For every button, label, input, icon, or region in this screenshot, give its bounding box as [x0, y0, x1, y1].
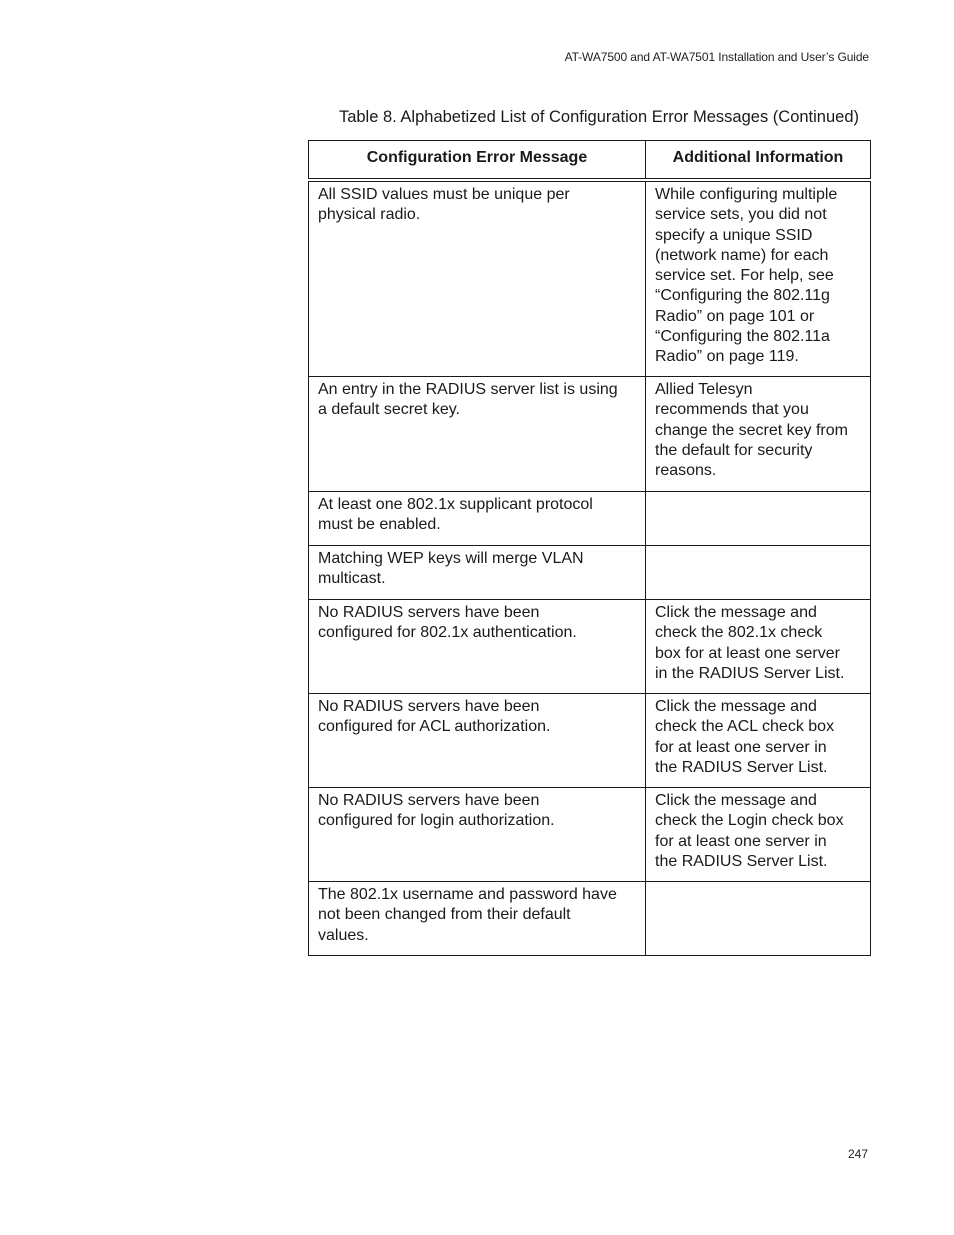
error-message-cell: At least one 802.1x supplicant protocol must be enabled.	[309, 492, 646, 546]
additional-info-cell: Click the message and check the Login check box for at least one server in the RADIUS Server List.	[646, 788, 871, 882]
table-row	[309, 600, 871, 694]
additional-info-cell	[646, 492, 871, 546]
error-message-cell: Matching WEP keys will merge VLAN multicast.	[309, 546, 646, 600]
error-message-cell: No RADIUS servers have been configured for login authorization.	[309, 788, 646, 882]
table-row	[309, 546, 871, 600]
table-row	[309, 492, 871, 546]
additional-info-cell: Click the message and check the 802.1x check box for at least one server in the RADIUS Server List.	[646, 600, 871, 694]
table-header-row	[309, 141, 871, 181]
error-messages-table	[308, 140, 871, 956]
running-header: AT-WA7500 and AT-WA7501 Installation and User’s Guide	[564, 50, 869, 64]
additional-info-cell	[646, 546, 871, 600]
error-message-cell: No RADIUS servers have been configured for ACL authorization.	[309, 694, 646, 788]
column-header-info: Additional Information	[646, 141, 871, 181]
error-message-cell: The 802.1x username and password have not been changed from their default values.	[309, 882, 646, 956]
table-row	[309, 694, 871, 788]
additional-info-cell: Allied Telesyn recommends that you change the secret key from the default for security reasons.	[646, 377, 871, 492]
additional-info-cell: Click the message and check the ACL check box for at least one server in the RADIUS Server List.	[646, 694, 871, 788]
table-caption: Table 8. Alphabetized List of Configuration Error Messages (Continued)	[338, 108, 859, 126]
additional-info-cell: While configuring multiple service sets, you did not specify a unique SSID (network name) for each service set. For help, see “Configuring the 802.11g Radio” on page 101 or “Configuring the 802.11a Radio” on page 119.	[646, 180, 871, 377]
table-row	[309, 377, 871, 492]
column-header-message: Configuration Error Message	[309, 141, 646, 181]
table-row	[309, 180, 871, 377]
table-row	[309, 882, 871, 956]
error-message-cell: An entry in the RADIUS server list is using a default secret key.	[309, 377, 646, 492]
table-row	[309, 788, 871, 882]
additional-info-cell	[646, 882, 871, 956]
error-message-cell: All SSID values must be unique per physical radio.	[309, 180, 646, 377]
error-message-cell: No RADIUS servers have been configured for 802.1x authentication.	[309, 600, 646, 694]
page-number: 247	[847, 1147, 868, 1161]
